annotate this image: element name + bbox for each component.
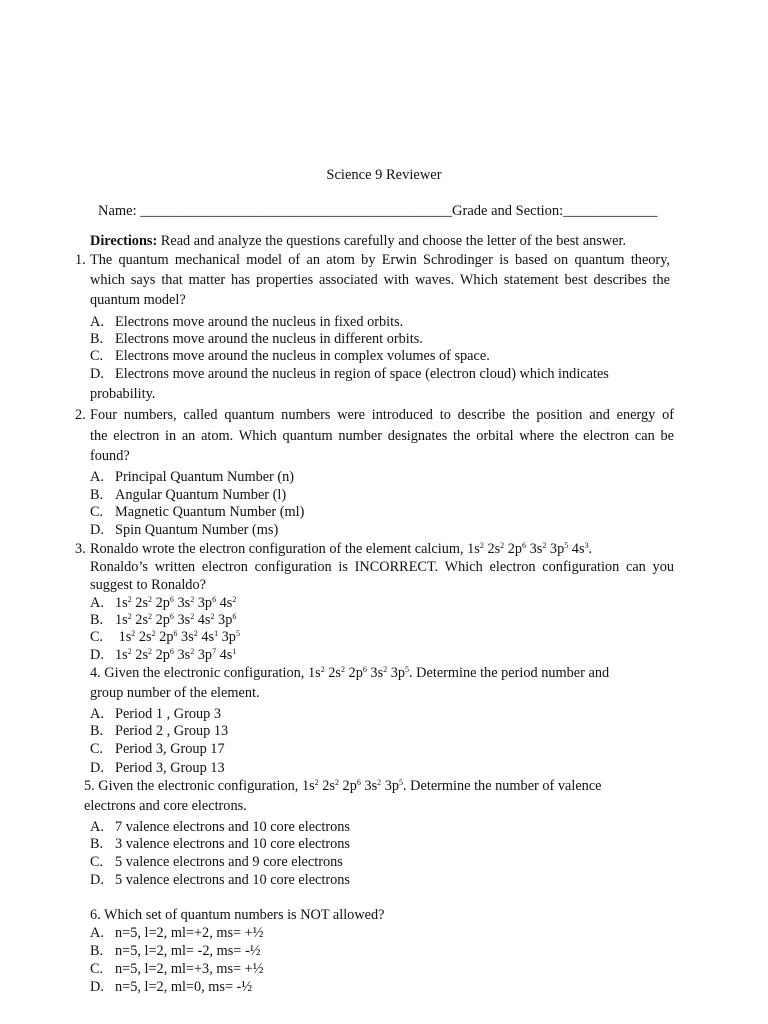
option-letter: C. [90, 961, 104, 977]
q6-option-c [90, 960, 263, 978]
q4-option-d [90, 759, 225, 777]
q3-option-c: C. $1s^2$ $2s^2$ $2p^6$ $3s^2$ $4s^1$ $3p^5$ [90, 629, 240, 645]
option-text: Period 1 , Group 3 [115, 706, 222, 722]
question-3-text: Ronaldo wrote the electron configuration of the element calcium, [90, 541, 464, 557]
option-letter: B. [90, 836, 104, 852]
option-letter: D. [90, 647, 104, 663]
q1-option-a [90, 313, 403, 331]
option-letter: C. [90, 348, 104, 364]
option-text: n=5, l=2, ml=+2, ms= +½ [115, 925, 264, 941]
option-text: Electrons move around the nucleus in region of space (electron cloud) which indicates [115, 366, 609, 382]
option-text: Period 3, Group 17 [115, 741, 225, 757]
question-5-stem-end: . Determine the number of valence [403, 778, 602, 794]
q2-option-b [90, 486, 286, 504]
q1-option-c [90, 347, 490, 365]
option-letter: D. [90, 366, 104, 382]
q3-option-b: B. $1s^2$ $2s^2$ $2p^6$ $3s^2$ $4s^2$ $3p^6$ [90, 612, 237, 628]
option-letter: C. [90, 741, 104, 757]
directions-label: Directions: [90, 233, 158, 249]
option-letter: B. [90, 943, 104, 959]
question-3-number: 3. [75, 541, 86, 557]
option-letter: A. [90, 925, 104, 941]
grade-section-label: Grade and Section:_____________ [452, 203, 658, 219]
question-5-stem: 5. Given the electronic configuration, [84, 778, 299, 794]
option-text: Electrons move around the nucleus in different orbits. [115, 331, 423, 347]
question-4-stem: 4. Given the electronic configuration, [90, 665, 305, 681]
q3-option-d: D. $1s^2$ $2s^2$ $2p^6$ $3s^2$ $3p^7$ $4s^1$ [90, 647, 237, 663]
option-letter: B. [90, 723, 104, 739]
option-text: Magnetic Quantum Number (ml) [115, 504, 305, 520]
question-2-line-1: Four numbers, called quantum numbers were introduced to describe the position and energy of [90, 407, 674, 423]
question-4-line-2: group number of the element. [90, 685, 260, 701]
option-letter: A. [90, 314, 104, 330]
question-4-line-1: 4. Given the electronic configuration, $1s^2$ $2s^2$ $2p^6$ $3s^2$ $3p^5$. Determine the period number and [90, 665, 610, 681]
q5-option-d [90, 871, 350, 889]
option-letter: A. [90, 819, 104, 835]
option-letter: B. [90, 331, 104, 347]
option-text: 5 valence electrons and 10 core electrons [115, 872, 350, 888]
option-text: Period 2 , Group 13 [115, 723, 229, 739]
q4-option-a [90, 705, 221, 723]
question-1-line-1: The quantum mechanical model of an atom by Erwin Schrodinger is based on quantum theory, [90, 252, 670, 268]
page-title: Science 9 Reviewer [326, 167, 442, 183]
option-letter: A. [90, 595, 104, 611]
option-letter: D. [90, 979, 104, 995]
option-text: n=5, l=2, ml=+3, ms= +½ [115, 961, 264, 977]
option-text: Principal Quantum Number (n) [115, 469, 295, 485]
option-letter: B. [90, 612, 104, 628]
q2-option-a [90, 468, 294, 486]
q6-option-b [90, 942, 260, 960]
question-6-stem: 6. Which set of quantum numbers is NOT allowed? [90, 907, 385, 923]
option-letter: B. [90, 487, 104, 503]
option-letter: C. [90, 504, 104, 520]
option-text: Electrons move around the nucleus in complex volumes of space. [115, 348, 490, 364]
option-text: n=5, l=2, ml= -2, ms= -½ [115, 943, 261, 959]
q3-option-a: A. $1s^2$ $2s^2$ $2p^6$ $3s^2$ $3p^6$ $4s^2$ [90, 595, 237, 611]
question-3-line-1: Ronaldo wrote the electron configuration of the element calcium, $1s^2$ $2s^2$ $2p^6$ $3s^2$ $3p^5$ $4s^3$. [90, 541, 593, 557]
directions [90, 232, 626, 250]
q4-option-c [90, 740, 225, 758]
question-2-line-3: found? [90, 448, 130, 464]
option-letter: D. [90, 872, 104, 888]
option-text: Electrons move around the nucleus in fixed orbits. [115, 314, 404, 330]
q6-option-a [90, 924, 263, 942]
option-text: 5 valence electrons and 9 core electrons [115, 854, 343, 870]
q5-option-a [90, 818, 350, 836]
q5-option-b [90, 835, 350, 853]
q1-option-d [90, 365, 609, 383]
option-letter: C. [90, 629, 104, 645]
option-letter: D. [90, 760, 104, 776]
question-3-line-2: Ronaldo’s written electron configuration is INCORRECT. Which electron configuration can you [90, 559, 674, 575]
question-1-line-3: quantum model? [90, 292, 186, 308]
q2-option-c [90, 503, 304, 521]
option-letter: C. [90, 854, 104, 870]
option-text: n=5, l=2, ml=0, ms= -½ [115, 979, 253, 995]
option-letter: A. [90, 469, 104, 485]
question-4-stem-end: . Determine the period number and [409, 665, 610, 681]
question-2-number: 2. [75, 407, 86, 423]
question-3-line-3: suggest to Ronaldo? [90, 577, 206, 593]
question-2-line-2: the electron in an atom. Which quantum number designates the orbital where the electron can be [90, 428, 674, 444]
q5-option-c [90, 853, 343, 871]
option-letter: A. [90, 706, 104, 722]
option-letter: D. [90, 522, 104, 538]
question-1-number: 1. [75, 252, 86, 268]
q1-option-d-cont: probability. [90, 386, 156, 402]
option-text: Spin Quantum Number (ms) [115, 522, 279, 538]
q4-option-b [90, 722, 228, 740]
q2-option-d [90, 521, 278, 539]
name-grade-row [98, 203, 678, 220]
option-text: Angular Quantum Number (l) [115, 487, 287, 503]
question-5-line-1: 5. Given the electronic configuration, $1s^2$ $2s^2$ $2p^6$ $3s^2$ $3p^5$. Determine the number of valence [84, 778, 602, 794]
option-text: 3 valence electrons and 10 core electrons [115, 836, 350, 852]
directions-text: Read and analyze the questions carefully and choose the letter of the best answer. [157, 233, 627, 249]
name-field-label: Name: ___________________________________________ [98, 203, 453, 219]
option-text: 7 valence electrons and 10 core electrons [115, 819, 350, 835]
q1-option-b [90, 330, 423, 348]
question-5-line-2: electrons and core electrons. [84, 798, 247, 814]
q6-option-d [90, 978, 252, 996]
question-1-line-2: which says that matter has properties associated with waves. Which statement best describes the [90, 272, 670, 288]
option-text: Period 3, Group 13 [115, 760, 225, 776]
